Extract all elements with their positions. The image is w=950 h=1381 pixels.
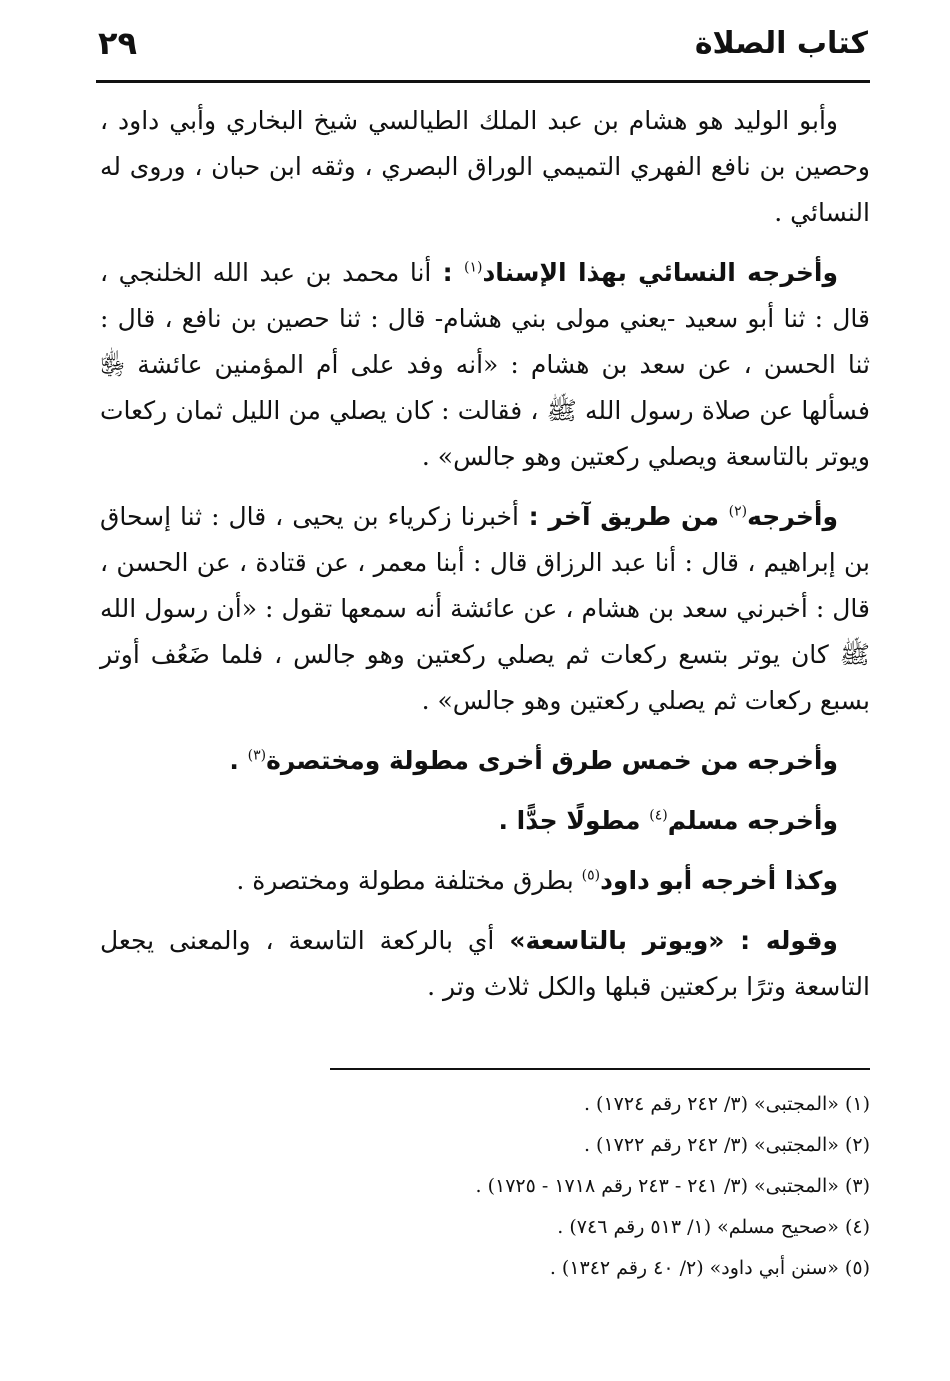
footnote-ref: (٥) [581,867,601,884]
paragraph-lead-tail: : [431,258,464,287]
paragraph-text: أنا محمد بن عبد الله الخلنجي ، قال : ثنا أبو سعيد -يعني مولى بني هشام- قال : ثنا حصين بن نافع ، قال : ثنا الحسن ، عن سعد بن هشام : «أنه وفد على أم المؤمنين عائشة ﵂ فسألها عن صلاة رسول الله ﷺ ، فقالت : كان يصلي من الليل ثمان ركعات ويوتر بالتاسعة ويصلي ركعتين وهو جالس» . [100,258,870,471]
footnote-4: (٤) «صحيح مسلم» (١/ ٥١٣ رقم ٧٤٦) . [557,1216,870,1238]
footnote-separator [330,1068,870,1070]
paragraph-lead: وأخرجه من خمس طرق أخرى مطولة ومختصرة [266,746,838,775]
footnote-ref: (٣) [247,747,267,764]
paragraph-2 [100,250,870,480]
running-title: كتاب الصلاة [694,26,868,61]
paragraph-lead: وأخرجه مسلم [667,806,838,835]
paragraph-lead-tail [494,926,509,955]
paragraph-lead-tail: مطولًا جدًّا . [498,806,650,835]
footnote-ref: (٤) [649,807,668,824]
paragraph-lead-tail: . [229,746,248,775]
footnote-ref: (١) [463,259,483,276]
paragraph-6 [100,858,870,904]
footnote-ref: (٢) [728,503,748,520]
footnote-1: (١) «المجتبى» (٣/ ٢٤٢ رقم ١٧٢٤) . [583,1093,870,1115]
paragraph-lead: وكذا أخرجه أبو داود [600,866,838,895]
paragraph-lead: وأخرجه النسائي بهذا الإسناد [482,258,838,287]
footnote-5: (٥) «سنن أبي داود» (٢/ ٤٠ رقم ١٣٤٢) . [549,1257,870,1279]
paragraph-lead: وقوله : «ويوتر بالتاسعة» [509,926,838,955]
paragraph-text: وأبو الوليد هو هشام بن عبد الملك الطيالسي شيخ البخاري وأبي داود ، وحصين بن نافع الفهري التميمي الوراق البصري ، وثقه ابن حبان ، وروى له النسائي . [100,106,871,227]
paragraph-7 [100,918,870,1010]
paragraph-lead: وأخرجه [747,502,838,531]
paragraph-5 [100,798,870,844]
main-text [100,98,870,1024]
paragraph-1 [100,98,870,236]
footnote-3: (٣) «المجتبى» (٣/ ٢٤١ - ٢٤٣ رقم ١٧١٨ - ١٧٢٥) . [475,1175,870,1197]
header-rule [96,80,870,83]
paragraph-3 [100,494,870,724]
paragraph-lead-tail: من طريق آخر : [518,502,729,531]
footnotes [100,1084,870,1289]
paragraph-lead-tail [574,866,582,895]
paragraph-text: بطرق مختلفة مطولة ومختصرة . [236,866,574,895]
paragraph-4 [100,738,870,784]
paragraph-text: أي بالركعة التاسعة ، والمعنى يجعل التاسعة وترًا بركعتين قبلها والكل ثلاث وتر . [100,926,870,1001]
footnote-2: (٢) «المجتبى» (٣/ ٢٤٢ رقم ١٧٢٢) . [583,1134,870,1156]
paragraph-text: أخبرنا زكرياء بن يحيى ، قال : ثنا إسحاق بن إبراهيم ، قال : أنا عبد الرزاق قال : أبنا معمر ، عن قتادة ، عن الحسن ، قال : أخبرني سعد بن هشام ، عن عائشة أنه سمعها تقول : «أن رسول الله ﷺ كان يوتر بتسع ركعات ثم يصلي ركعتين وهو جالس ، فلما ضَعُف أوتر بسبع ركعات ثم يصلي ركعتين وهو جالس» . [100,502,870,715]
page-number: ٢٩ [98,24,138,62]
